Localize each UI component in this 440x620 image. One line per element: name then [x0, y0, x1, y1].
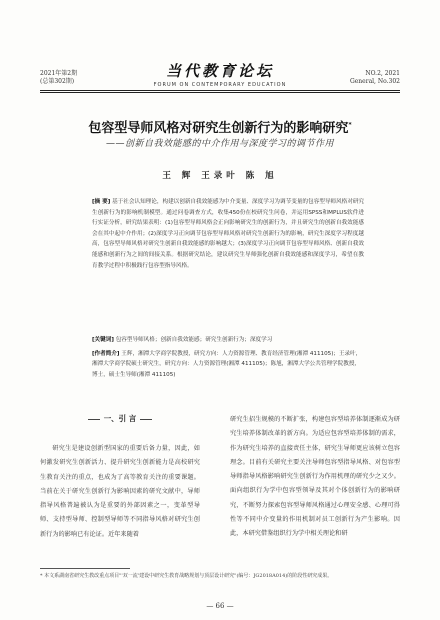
- title-footnote-mark: *: [348, 121, 352, 129]
- heading-dash-left: [88, 419, 100, 420]
- page-number: — 66 —: [206, 602, 234, 610]
- no-year: NO.2, 2021: [365, 70, 400, 77]
- year-issue: 2021年第2期: [40, 70, 78, 77]
- body-column-right: [230, 413, 400, 542]
- heading-dash-right: [140, 419, 152, 420]
- header-rule: [40, 90, 400, 91]
- body-text-right: 研究生招生规模的不断扩张，构建包容型培养体制逐渐成为研究生培养体制改革的新方向。为适应包容型培养体制的需求，作为研究生培养的直接责任主体，研究生导师更应该树立包容理念。目前有关研究主要关注导师包容型指导风格、对包容型导师指导风格影响研究生创新行为作用机理的研究少之又少。面向组织行为学中包容型领导及其对个体创新行为的影响研究，不断努力探索包容型导师风格通过心理安全感、心理可得性等不同中介变量的作用机制对员工创新行为产生影响。因此，本研究借鉴组织行为学中相关理论和研: [230, 416, 400, 538]
- abstract-text: 基于社会认知理论，构建以创新自我效能感为中介变量、深度学习为调节变量的包容型导师风格对研究生创新行为的影响机制模型。通过问卷调查方式，收集450份在校研究生问卷，并运用SPSS和MPLUS软件进行实证分析，研究结果表明：(1)包容型导师风格会正向影响研究生的创新行为，并且研究生的创新自我效能感会在其中起中介作用；(2)深度学习正向调节包容型导师风格对研究生创新行为的影响，研究生深度学习程度越高，包容型导师风格对研究生创新自我效能感的影响越大；(3)深度学习正向调节包容型导师风格、创新自我效能感和创新行为之间的间接关系。根据研究结论，建议研究生导师强化创新自我效能感和深度学习，希望在教育教学过程中积极践行包容型指导风格。: [92, 199, 365, 269]
- author-bio-text: 王辉，湘潭大学商学院教授，研究方向：人力资源管理、教育经济管理(湘潭 411105)；王录叶，湘潭大学商学院硕士研究生，研究方向：人力资源管理(湘潭 411105)；陈旭，湘潭大学公共管理学院教授，博士，硕士生导师(湘潭 411105): [92, 351, 362, 378]
- keywords: [92, 335, 364, 345]
- issue-info: [40, 70, 77, 86]
- journal-english-name: FORUM ON CONTEMPORARY EDUCATION: [153, 82, 287, 88]
- section-heading-text: 一、引 言: [103, 414, 137, 423]
- abstract-label: [摘 要]: [92, 199, 111, 205]
- keywords-text: 包容型导师风格；创新自我效能感；研究生创新行为；深度学习: [115, 337, 273, 343]
- keywords-label: [关键词]: [92, 337, 114, 343]
- article-subtitle: ——创新自我效能感的中介作用与深度学习的调节作用: [105, 139, 334, 149]
- body-column-left: [40, 442, 200, 542]
- journal-masthead: [110, 60, 330, 88]
- author-bio: [92, 349, 364, 380]
- author-bio-label: [作者简介]: [92, 351, 120, 357]
- total-issue: (总第302期): [40, 78, 75, 85]
- abstract: [92, 197, 364, 271]
- article-title-text: 包容型导师风格对研究生创新行为的影响研究: [88, 121, 349, 136]
- footnote-rule: [40, 568, 130, 569]
- journal-logo: 当代教育论坛: [165, 62, 274, 80]
- article-title: [20, 117, 420, 136]
- footnote: * 本文系湖南省研究生教改重点项目"'双一流'建设中研究生教育战略规划与顶层设计研究"(编号：JG2018A014)的阶段性研究成果。: [40, 573, 333, 579]
- body-text-left: 研究生是建设创新型国家的重要后备力量，因此，如何激发研究生创新活力、提升研究生创新能力是高校研究生教育关注的重点，也成为了高等教育关注的重要课题。当前在关于研究生创新行为影响因素的研究文献中，导师指导风格普遍被认为是重要的外部因素之一，变革型导师、支持型导师、控制型导师等不同指导风格对研究生创新行为的影响已有论证。近年来随着: [40, 445, 200, 538]
- article-authors: 王 辉 王录叶 陈 旭: [162, 171, 278, 181]
- header-rule-thin: [40, 92, 400, 93]
- general-no: General, No.302: [349, 78, 400, 85]
- section-heading: [40, 413, 200, 424]
- issue-info-en: [350, 70, 400, 86]
